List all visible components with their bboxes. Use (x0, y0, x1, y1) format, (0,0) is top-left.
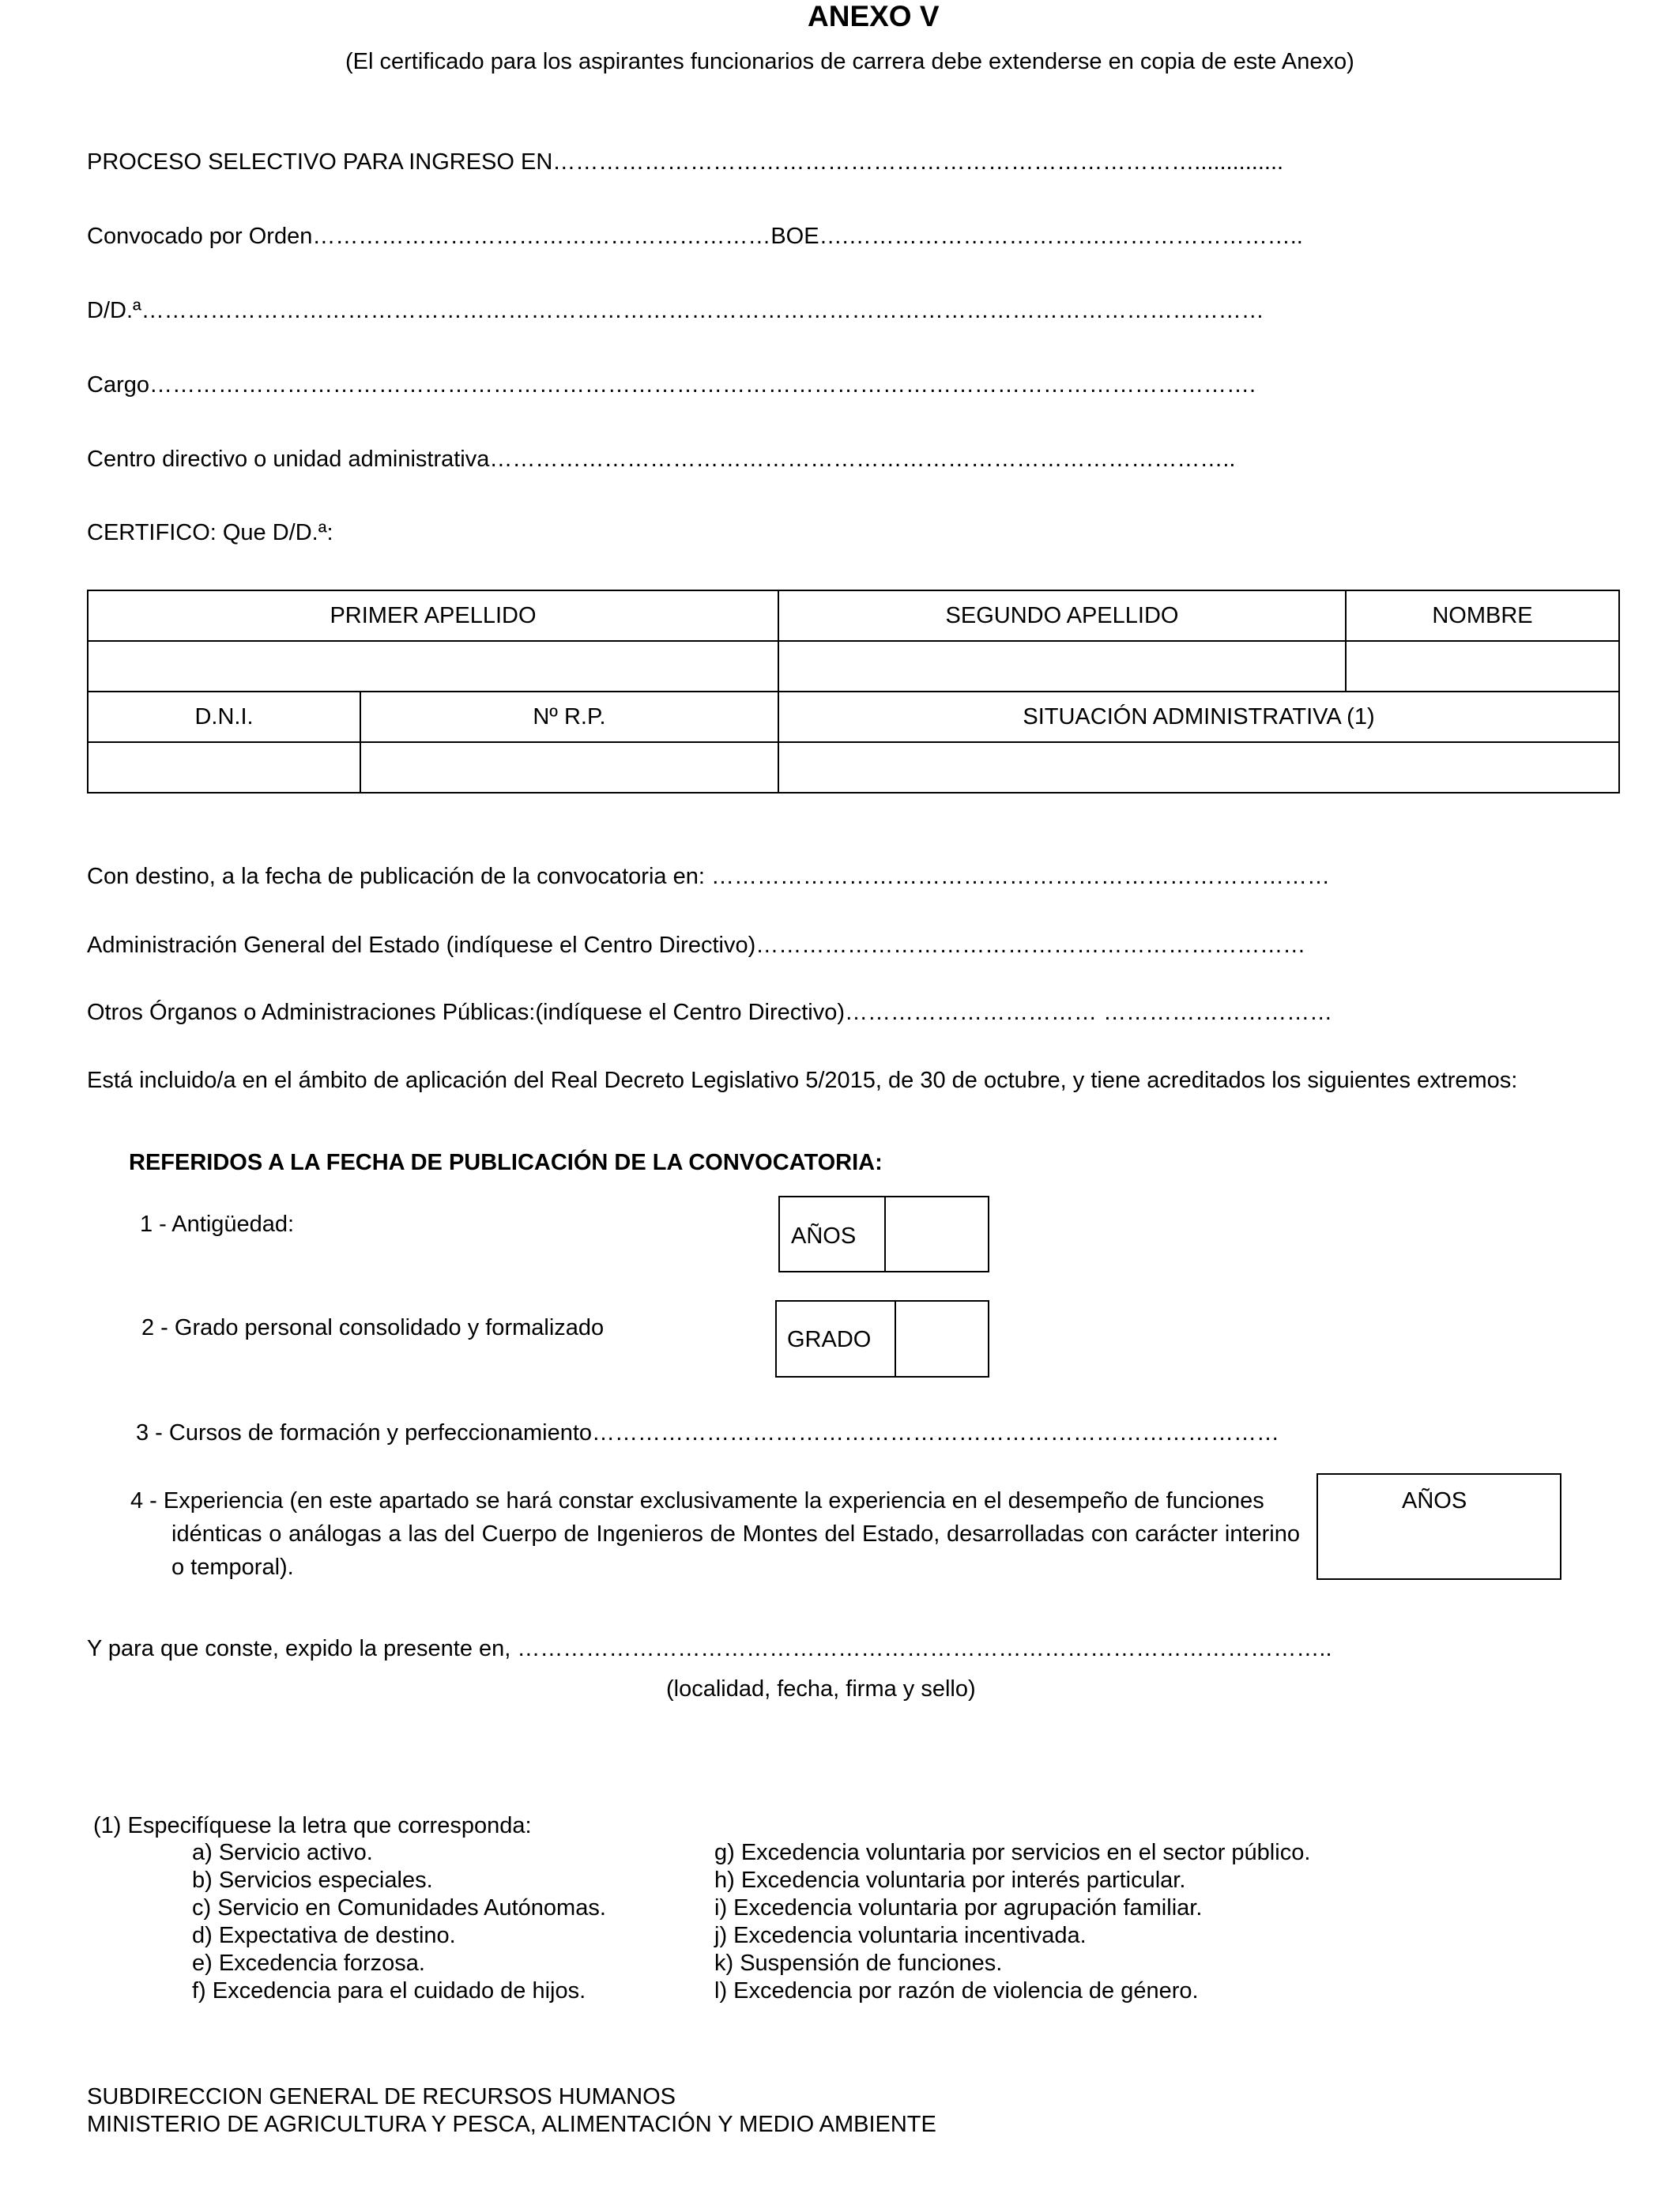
centro-field: Centro directivo o unidad administrativa…………………………………………………………………………………….. (87, 447, 1236, 472)
list-item: c) Servicio en Comunidades Autónomas. (192, 1895, 606, 1921)
list-item: j) Excedencia voluntaria incentivada. (714, 1923, 1087, 1948)
experiencia-first-line: 4 - Experiencia (en este apartado se hará constar exclusivamente la experiencia en el desempeño de funciones (130, 1488, 1264, 1514)
dd-field: D/D.ª………………………………………………………………………………………………………………………………… (87, 298, 1264, 323)
grado-box-label: GRADO (787, 1327, 872, 1352)
footnote-left-list (192, 1839, 606, 2005)
list-item: g) Excedencia voluntaria por servicios en el sector público. (714, 1840, 1311, 1865)
proceso-field: PROCESO SELECTIVO PARA INGRESO EN………………………………………………………………………….............. (87, 149, 1284, 175)
segundo-apellido-cell[interactable] (778, 641, 1346, 692)
grado-value-cell[interactable] (895, 1300, 989, 1378)
con-destino-field: Con destino, a la fecha de publicación de la convocatoria en: ……………………………………………………………………… (87, 864, 1330, 889)
incluido-text: Está incluido/a en el ámbito de aplicación del Real Decreto Legislativo 5/2015, de 30 de octubre, y tiene acreditados los siguientes extremos: (87, 1068, 1518, 1093)
header-primer-apellido: PRIMER APELLIDO (88, 590, 778, 641)
otros-organos-field: Otros Órganos o Administraciones Públicas:(indíquese el Centro Directivo)…………………………… ………………………… (87, 1000, 1333, 1025)
conste-field: Y para que conste, expido la presente en, …………………………………………………………………………………………….. (87, 1636, 1332, 1661)
header-nombre: NOMBRE (1346, 590, 1619, 641)
experiencia-box-label: AÑOS (1402, 1488, 1467, 1514)
dni-cell[interactable] (88, 742, 360, 793)
list-item: f) Excedencia para el cuidado de hijos. (192, 1978, 586, 2004)
header-nrp: Nº R.P. (360, 692, 778, 742)
footnote-right-list (714, 1839, 1310, 2005)
header-segundo-apellido: SEGUNDO APELLIDO (778, 590, 1346, 641)
nombre-cell[interactable] (1346, 641, 1619, 692)
certifico-label: CERTIFICO: Que D/D.ª: (87, 520, 333, 545)
anos-label: AÑOS (791, 1223, 857, 1249)
antiguedad-label: 1 - Antigüedad: (140, 1212, 295, 1237)
page-subtitle: (El certificado para los aspirantes funcionarios de carrera debe extenderse en copia de este Anexo) (345, 49, 1354, 74)
nrp-cell[interactable] (360, 742, 778, 793)
firma-note: (localidad, fecha, firma y sello) (666, 1676, 976, 1702)
list-item: h) Excedencia voluntaria por interés particular. (714, 1868, 1186, 1893)
list-item: l) Excedencia por razón de violencia de género. (714, 1978, 1199, 2004)
situacion-cell[interactable] (778, 742, 1619, 793)
footer-ministerio: MINISTERIO DE AGRICULTURA Y PESCA, ALIMENTACIÓN Y MEDIO AMBIENTE (87, 2112, 936, 2137)
convocado-field: Convocado por Orden……………………………………………………BOE….…………………………….…………………….. (87, 224, 1303, 249)
cursos-field: 3 - Cursos de formación y perfeccionamiento……………………………………………………………………………… (136, 1420, 1280, 1446)
primer-apellido-cell[interactable] (88, 641, 778, 692)
list-item: k) Suspensión de funciones. (714, 1951, 1003, 1976)
referidos-heading: REFERIDOS A LA FECHA DE PUBLICACIÓN DE LA CONVOCATORIA: (129, 1150, 883, 1175)
footnote-heading: (1) Especifíquese la letra que corresponda: (93, 1813, 532, 1838)
header-situacion: SITUACIÓN ADMINISTRATIVA (1) (778, 692, 1619, 742)
header-dni: D.N.I. (88, 692, 360, 742)
identification-table (87, 590, 1620, 794)
list-item: d) Expectativa de destino. (192, 1923, 456, 1948)
grado-label: 2 - Grado personal consolidado y formalizado (141, 1315, 605, 1340)
footer-subdireccion: SUBDIRECCION GENERAL DE RECURSOS HUMANOS (87, 2084, 676, 2109)
experiencia-rest: idénticas o análogas a las del Cuerpo de Ingenieros de Montes del Estado, desarrolladas con carácter interino o temporal). (171, 1521, 1300, 1580)
list-item: b) Servicios especiales. (192, 1868, 433, 1893)
cargo-field: Cargo………………………………………………………………………………………………………………………………. (87, 372, 1256, 398)
age-field: Administración General del Estado (indíquese el Centro Directivo)……………………………………………………………… (87, 933, 1306, 958)
list-item: e) Excedencia forzosa. (192, 1951, 425, 1976)
antiguedad-value-cell[interactable] (884, 1196, 989, 1272)
list-item: a) Servicio activo. (192, 1840, 373, 1865)
experiencia-paragraph (130, 1484, 1300, 1584)
list-item: i) Excedencia voluntaria por agrupación familiar. (714, 1895, 1203, 1921)
page-title: ANEXO V (808, 0, 940, 32)
